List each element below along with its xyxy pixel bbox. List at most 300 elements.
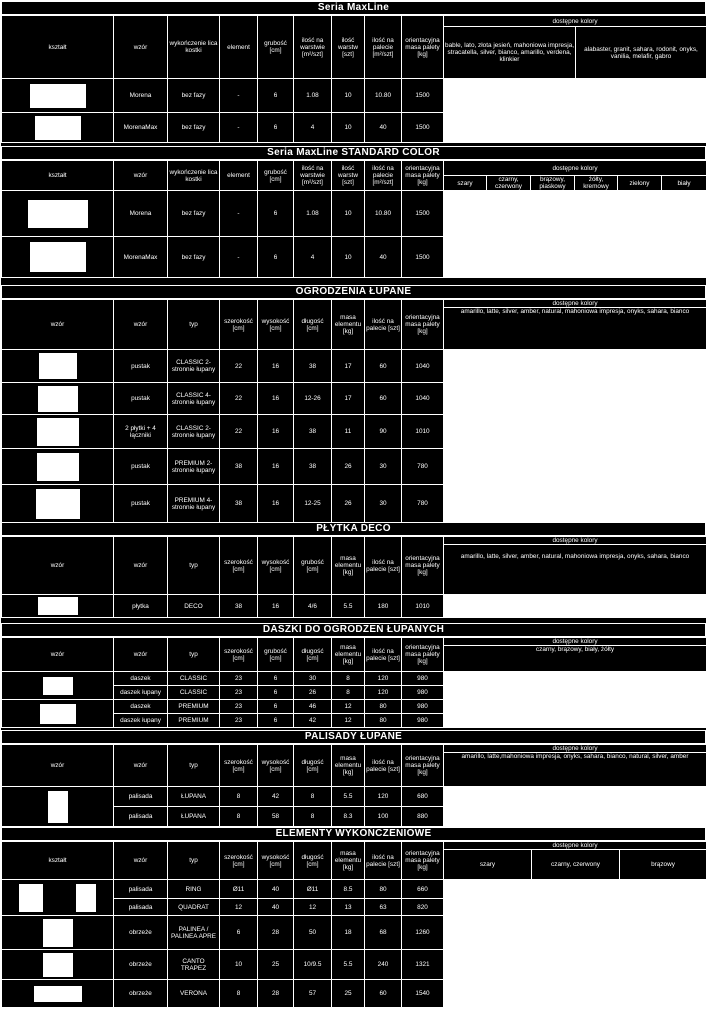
cell: 8.5 (332, 880, 365, 899)
cell: RING (168, 880, 220, 899)
cell: 6 (258, 686, 294, 700)
header-wzor-image: wzór (2, 537, 114, 595)
header-ksztalt: kształt (2, 16, 114, 79)
cell: 8 (294, 807, 332, 827)
cell: MorenaMax (114, 237, 168, 278)
cell: 6 (258, 714, 294, 728)
cell: 28 (258, 980, 294, 1008)
cell: 10.80 (365, 79, 402, 113)
cell: 46 (294, 700, 332, 714)
header-kolory: dostępne kolory (444, 16, 707, 27)
cell: 5.5 (332, 787, 365, 807)
cell: 16 (258, 350, 294, 383)
section-ogrodzenia (1, 299, 707, 523)
cell: 4 (294, 113, 332, 143)
header-szerokosc: szerokość [cm] (220, 300, 258, 350)
cell: obrzeże (114, 950, 168, 980)
cell: bez fazy (168, 113, 220, 143)
shape-image (2, 113, 114, 143)
cell: pustak (114, 449, 168, 485)
cell: 17 (332, 350, 365, 383)
header-ilosc-warstwie: ilość na warstwie [m²/szt] (294, 161, 332, 191)
header-grubosc: grubość [cm] (294, 537, 332, 595)
cell: 40 (258, 899, 294, 916)
header-masa-elementu: masa elementu [kg] (332, 842, 365, 880)
cell: 10 (332, 79, 365, 113)
cell: 8.3 (332, 807, 365, 827)
cell: palisada (114, 899, 168, 916)
cell: 1321 (402, 950, 444, 980)
cell: palisada (114, 880, 168, 899)
header-masa-palety: orientacyjna masa palety [kg] (402, 16, 444, 79)
cell: 40 (365, 237, 402, 278)
header-dlugosc: długość [cm] (294, 745, 332, 787)
cell: palisada (114, 787, 168, 807)
section-standard (1, 160, 707, 278)
shape-image (2, 237, 114, 278)
header-kolory: dostępne kolory (444, 745, 706, 753)
header-wysokosc: wysokość [cm] (258, 300, 294, 350)
cell: 10 (332, 237, 365, 278)
shape-image (2, 350, 114, 383)
cell: 4 (294, 237, 332, 278)
header-ilosc-palecie: ilość na palecie [m²/szt] (365, 16, 402, 79)
cell: 1260 (402, 916, 444, 950)
header-wzor: wzór (114, 300, 168, 350)
cell: 1010 (402, 415, 444, 449)
cell: daszek (114, 700, 168, 714)
header-ilosc-palecie: ilość na palecie [m²/szt] (365, 161, 402, 191)
cell: 12-26 (294, 383, 332, 415)
header-ilosc-palecie: ilość na palecie [szt] (365, 537, 402, 595)
header-kolory: dostępne kolory (444, 638, 706, 646)
cell: 12 (294, 899, 332, 916)
cell: 980 (402, 686, 444, 700)
cell: 17 (332, 383, 365, 415)
cell: 38 (294, 350, 332, 383)
header-typ: typ (168, 300, 220, 350)
shape-image (2, 980, 114, 1008)
header-masa-palety: orientacyjna masa palety [kg] (402, 537, 444, 595)
cell: płytka (114, 595, 168, 618)
shape-image (2, 415, 114, 449)
header-wzor-image: wzór (2, 638, 114, 672)
color-item: szary (444, 176, 487, 191)
section-title-maxline: Seria MaxLine (1, 1, 706, 15)
cell: 6 (258, 700, 294, 714)
cell: 980 (402, 672, 444, 686)
header-ilosc-warstw: ilość warstw [szt] (332, 16, 365, 79)
cell: 42 (258, 787, 294, 807)
header-szerokosc: szerokość [cm] (220, 537, 258, 595)
colors-group-2: alabaster, granit, sahara, rodonit, onyks, vanilia, melafir, gabro (576, 27, 707, 79)
cell: palisada (114, 807, 168, 827)
header-typ: typ (168, 638, 220, 672)
cell: 6 (258, 79, 294, 113)
color-item: żółty, kremowy (575, 176, 618, 191)
header-ilosc-palecie: ilość na palecie [szt] (365, 638, 402, 672)
cell: CLASSIC 2-stronnie łupany (168, 350, 220, 383)
blank (444, 113, 707, 143)
blank (444, 449, 707, 485)
cell: 10.80 (365, 191, 402, 237)
cell: CLASSIC 2-stronnie łupany (168, 415, 220, 449)
blank (444, 672, 707, 728)
cell: PALINEA / PALINEA APRE (168, 916, 220, 950)
header-wzor: wzór (114, 638, 168, 672)
cell: 4/6 (294, 595, 332, 618)
shape-image (2, 672, 114, 700)
header-wykonczenie: wykończenie lica kostki (168, 161, 220, 191)
header-masa-palety: orientacyjna masa palety [kg] (402, 842, 444, 880)
cell: obrzeże (114, 916, 168, 950)
cell: 1040 (402, 350, 444, 383)
section-maxline (1, 15, 707, 143)
header-wysokosc: wysokość [cm] (258, 537, 294, 595)
cell: 16 (258, 383, 294, 415)
cell: 42 (294, 714, 332, 728)
cell: PREMIUM (168, 700, 220, 714)
cell: 60 (365, 350, 402, 383)
shape-image (2, 191, 114, 237)
cell: 660 (402, 880, 444, 899)
cell: daszek łupany (114, 686, 168, 700)
blank (444, 485, 707, 523)
blank (444, 350, 707, 383)
shape-image (2, 787, 114, 827)
cell: Morena (114, 191, 168, 237)
cell: obrzeże (114, 980, 168, 1008)
header-masa-elementu: masa elementu [kg] (332, 745, 365, 787)
colors-cell (444, 745, 707, 787)
shape-image (2, 916, 114, 950)
header-ilosc-palecie: ilość na palecie [szt] (365, 300, 402, 350)
section-deco (1, 536, 707, 618)
cell: CANTO TRAPEZ (168, 950, 220, 980)
colors-list: amarillo, latte, silver, amber, natural, mahoniowa impresja, onyks, sahara, bianco (460, 553, 690, 560)
header-kolory: dostępne kolory (444, 842, 707, 850)
cell: 880 (402, 807, 444, 827)
header-grubosc: grubość [cm] (258, 161, 294, 191)
cell: 23 (220, 714, 258, 728)
cell: 8 (294, 787, 332, 807)
cell: PREMIUM 4-stronnie łupany (168, 485, 220, 523)
cell: PREMIUM 2-stronnie łupany (168, 449, 220, 485)
header-grubosc: grubość [cm] (258, 16, 294, 79)
cell: 1010 (402, 595, 444, 618)
cell: 2 płytki + 4 łączniki (114, 415, 168, 449)
header-ilosc-palecie: ilość na palecie [szt] (365, 745, 402, 787)
cell: 10 (332, 191, 365, 237)
cell: 22 (220, 415, 258, 449)
header-wzor: wzór (114, 161, 168, 191)
header-dlugosc: długość [cm] (294, 300, 332, 350)
header-element: element (220, 161, 258, 191)
blank (444, 880, 707, 1008)
cell: 13 (332, 899, 365, 916)
blank (444, 787, 707, 827)
cell: PREMIUM (168, 714, 220, 728)
cell: 1.08 (294, 79, 332, 113)
cell: - (220, 237, 258, 278)
cell: 6 (258, 191, 294, 237)
cell: 8 (220, 807, 258, 827)
shape-image (2, 449, 114, 485)
cell: 680 (402, 787, 444, 807)
header-wzor: wzór (114, 745, 168, 787)
cell: 38 (294, 415, 332, 449)
cell: 22 (220, 383, 258, 415)
cell: 12 (332, 700, 365, 714)
color-item: czarny, czerwony (532, 850, 620, 880)
header-wysokosc: wysokość [cm] (258, 745, 294, 787)
header-szerokosc: szerokość [cm] (220, 842, 258, 880)
header-dlugosc: długość [cm] (294, 638, 332, 672)
cell: 25 (332, 980, 365, 1008)
cell: 6 (258, 237, 294, 278)
cell: CLASSIC 4-stronnie łupany (168, 383, 220, 415)
header-grubosc: grubość [cm] (258, 638, 294, 672)
colors-cell (444, 300, 707, 350)
cell: 120 (365, 787, 402, 807)
header-wzor: wzór (114, 16, 168, 79)
header-wzor: wzór (114, 537, 168, 595)
cell: 58 (258, 807, 294, 827)
cell: 26 (332, 449, 365, 485)
cell: 6 (258, 672, 294, 686)
cell: 63 (365, 899, 402, 916)
cell: pustak (114, 350, 168, 383)
header-wysokosc: wysokość [cm] (258, 842, 294, 880)
cell: 980 (402, 700, 444, 714)
cell: 1500 (402, 79, 444, 113)
cell: 16 (258, 449, 294, 485)
cell: 22 (220, 350, 258, 383)
cell: 16 (258, 595, 294, 618)
cell: 240 (365, 950, 402, 980)
blank (444, 383, 707, 415)
cell: - (220, 79, 258, 113)
cell: 80 (365, 700, 402, 714)
shape-image (2, 950, 114, 980)
cell: 68 (365, 916, 402, 950)
shape-image (2, 700, 114, 728)
cell: 10/9.5 (294, 950, 332, 980)
cell: 30 (365, 449, 402, 485)
header-element: element (220, 16, 258, 79)
cell: 57 (294, 980, 332, 1008)
section-title-daszki: DASZKI DO OGRODZEŃ ŁUPANYCH (1, 623, 706, 637)
cell: 50 (294, 916, 332, 950)
cell: 780 (402, 485, 444, 523)
cell: 40 (258, 880, 294, 899)
cell: 6 (258, 113, 294, 143)
cell: 23 (220, 700, 258, 714)
cell: 26 (332, 485, 365, 523)
color-item: brązowy (620, 850, 707, 880)
cell: bez fazy (168, 191, 220, 237)
cell: 16 (258, 415, 294, 449)
blank (444, 595, 707, 618)
section-title-ogrodzenia: OGRODZENIA ŁUPANE (1, 285, 706, 299)
header-masa-palety: orientacyjna masa palety [kg] (402, 161, 444, 191)
header-typ: typ (168, 537, 220, 595)
shape-image (2, 880, 114, 916)
header-masa-elementu: masa elementu [kg] (332, 300, 365, 350)
blank (444, 415, 707, 449)
cell: 38 (220, 485, 258, 523)
section-palisady (1, 744, 707, 827)
colors-cell (444, 638, 707, 672)
cell: CLASSIC (168, 686, 220, 700)
cell: 980 (402, 714, 444, 728)
blank (444, 237, 707, 278)
cell: 6 (220, 916, 258, 950)
cell: 120 (365, 672, 402, 686)
cell: 780 (402, 449, 444, 485)
cell: pustak (114, 383, 168, 415)
header-kolory: dostępne kolory (444, 537, 706, 545)
header-wzor-image: wzór (2, 300, 114, 350)
cell: 40 (365, 113, 402, 143)
header-szerokosc: szerokość [cm] (220, 745, 258, 787)
cell: 1500 (402, 237, 444, 278)
section-title-deco: PŁYTKA DECO (1, 522, 706, 536)
cell: 1500 (402, 113, 444, 143)
header-typ: typ (168, 745, 220, 787)
cell: 26 (294, 686, 332, 700)
blank (444, 191, 707, 237)
colors-cell (444, 537, 707, 595)
shape-image (2, 79, 114, 113)
header-ksztalt: kształt (2, 161, 114, 191)
cell: 38 (220, 449, 258, 485)
header-kolory: dostępne kolory (444, 161, 707, 176)
cell: 80 (365, 714, 402, 728)
cell: bez fazy (168, 79, 220, 113)
shape-image (2, 485, 114, 523)
cell: 8 (332, 672, 365, 686)
cell: 120 (365, 686, 402, 700)
cell: 12 (332, 714, 365, 728)
cell: 11 (332, 415, 365, 449)
colors-list: amarillo, latte, silver, amber, natural, mahoniowa impresja, onyks, sahara, bianco (460, 308, 690, 315)
color-item: brązowy, piaskowy (531, 176, 575, 191)
cell: 12-25 (294, 485, 332, 523)
cell: 5.5 (332, 595, 365, 618)
cell: 28 (258, 916, 294, 950)
cell: VERONA (168, 980, 220, 1008)
header-masa-elementu: masa elementu [kg] (332, 638, 365, 672)
blank (444, 79, 707, 113)
cell: 10 (332, 113, 365, 143)
header-masa-elementu: masa elementu [kg] (332, 537, 365, 595)
cell: 1040 (402, 383, 444, 415)
header-masa-palety: orientacyjna masa palety [kg] (402, 300, 444, 350)
colors-group-1: bable, lato, złota jesień, mahoniowa impresja, stracatella, silver, bianco, amarillo, verdena, klinkier (444, 27, 576, 79)
cell: CLASSIC (168, 672, 220, 686)
cell: 12 (220, 899, 258, 916)
cell: 60 (365, 980, 402, 1008)
cell: 8 (220, 787, 258, 807)
cell: bez fazy (168, 237, 220, 278)
cell: Morena (114, 79, 168, 113)
header-masa-palety: orientacyjna masa palety [kg] (402, 745, 444, 787)
cell: 23 (220, 672, 258, 686)
cell: MorenaMax (114, 113, 168, 143)
cell: 16 (258, 485, 294, 523)
cell: 60 (365, 383, 402, 415)
cell: - (220, 191, 258, 237)
header-kolory: dostępne kolory (444, 300, 706, 308)
header-dlugosc: długość [cm] (294, 842, 332, 880)
cell: DECO (168, 595, 220, 618)
cell: daszek łupany (114, 714, 168, 728)
cell: 23 (220, 686, 258, 700)
section-daszki (1, 637, 707, 728)
color-item: szary (444, 850, 532, 880)
cell: 8 (220, 980, 258, 1008)
cell: Ø11 (294, 880, 332, 899)
section-elementy (1, 841, 707, 1008)
header-szerokosc: szerokość [cm] (220, 638, 258, 672)
section-title-palisady: PALISADY ŁUPANE (1, 730, 706, 744)
cell: 25 (258, 950, 294, 980)
cell: daszek (114, 672, 168, 686)
price-sheet (1, 1, 706, 1008)
cell: 90 (365, 415, 402, 449)
cell: QUADRAT (168, 899, 220, 916)
cell: 38 (220, 595, 258, 618)
cell: pustak (114, 485, 168, 523)
cell: 180 (365, 595, 402, 618)
header-wzor-image: wzór (2, 745, 114, 787)
cell: 18 (332, 916, 365, 950)
cell: 1.08 (294, 191, 332, 237)
color-item: zielony (618, 176, 662, 191)
cell: 1500 (402, 191, 444, 237)
cell: 8 (332, 686, 365, 700)
color-item: biały (662, 176, 707, 191)
header-typ: typ (168, 842, 220, 880)
header-ilosc-palecie: ilość na palecie [szt] (365, 842, 402, 880)
section-title-standard: Seria MaxLine STANDARD COLOR (1, 146, 706, 160)
cell: 100 (365, 807, 402, 827)
cell: 30 (365, 485, 402, 523)
header-wykonczenie: wykończenie lica kostki (168, 16, 220, 79)
cell: 820 (402, 899, 444, 916)
section-title-elementy: ELEMENTY WYKOŃCZENIOWE (1, 827, 706, 841)
header-wzor: wzór (114, 842, 168, 880)
cell: 1540 (402, 980, 444, 1008)
header-ilosc-warstwie: ilość na warstwie [m²/szt] (294, 16, 332, 79)
header-ksztalt: kształt (2, 842, 114, 880)
colors-list: czarny, brązowy, biały, żółty (535, 646, 615, 653)
cell: - (220, 113, 258, 143)
cell: ŁUPANA (168, 807, 220, 827)
color-item: czarny, czerwony (487, 176, 531, 191)
cell: Ø11 (220, 880, 258, 899)
colors-list: amarillo, latte,mahoniowa impresja, onyks, sahara, bianco, natural, silver, amber (461, 753, 689, 760)
cell: 30 (294, 672, 332, 686)
cell: 80 (365, 880, 402, 899)
header-ilosc-warstw: ilość warstw [szt] (332, 161, 365, 191)
shape-image (2, 595, 114, 618)
shape-image (2, 383, 114, 415)
cell: 10 (220, 950, 258, 980)
header-masa-palety: orientacyjna masa palety [kg] (402, 638, 444, 672)
cell: ŁUPANA (168, 787, 220, 807)
